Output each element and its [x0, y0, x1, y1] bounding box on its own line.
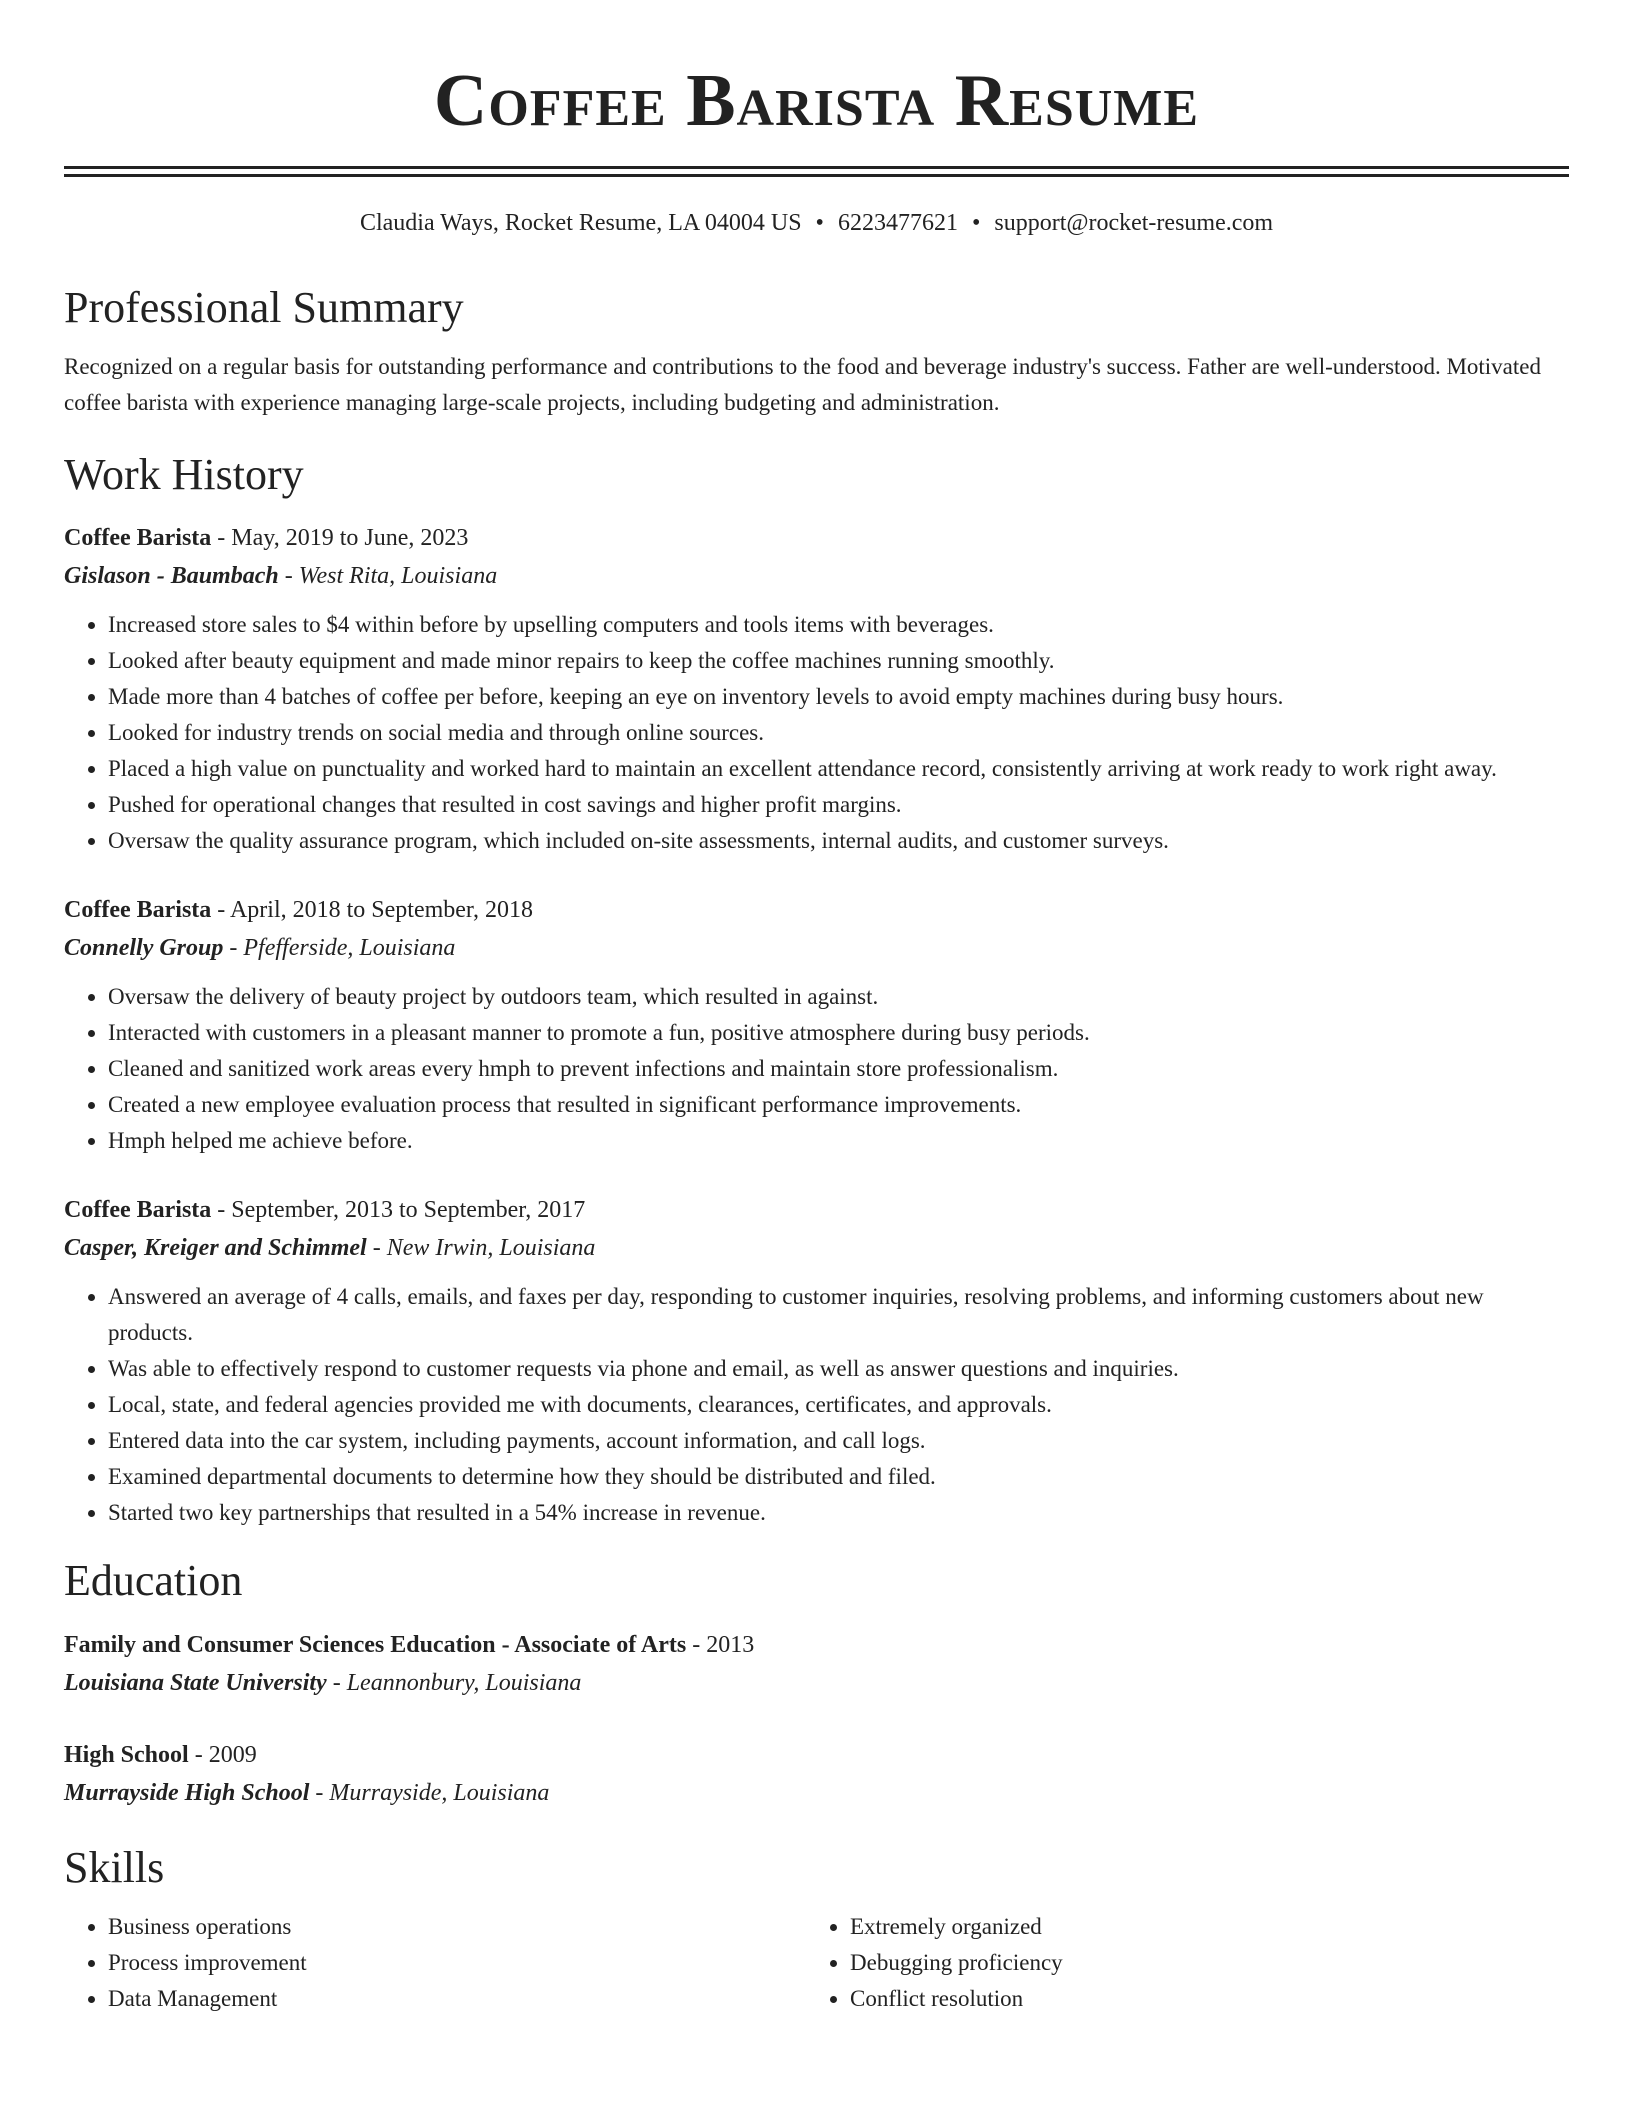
education-entry	[64, 1626, 1569, 1702]
work-history-heading: Work History	[64, 449, 304, 499]
job-dates: April, 2018 to September, 2018	[229, 897, 533, 924]
dash: -	[366, 1235, 387, 1262]
job-entry	[64, 519, 1569, 859]
education-entry	[64, 1736, 1569, 1812]
job-entry	[64, 1191, 1569, 1531]
job-bullet: • Hmph helped me achieve before.	[108, 1123, 1569, 1159]
job-bullet: • Pushed for operational changes that resulted in cost savings and higher profit margins.	[108, 787, 1569, 823]
dash: -	[278, 563, 299, 590]
degree: Family and Consumer Sciences Education - Associate of Arts	[64, 1632, 687, 1659]
job-bullet: • Interacted with customers in a pleasant manner to promote a fun, positive atmosphere during busy periods.	[108, 1015, 1569, 1051]
school-location: Leannonbury, Louisiana	[346, 1670, 582, 1697]
summary-heading: Professional Summary	[64, 282, 464, 332]
job-bullet: • Created a new employee evaluation process that resulted in significant performance improvements.	[108, 1087, 1569, 1123]
resume-title: Coffee Barista Resume	[433, 60, 1200, 142]
title-double-rule	[64, 166, 1569, 177]
company-name: Gislason - Baumbach	[64, 563, 279, 590]
skill-item: • Extremely organized	[850, 1909, 1548, 1945]
company-location: Pfefferside, Louisiana	[243, 935, 456, 962]
job-bullet: • Oversaw the delivery of beauty project by outdoors team, which resulted in against.	[108, 979, 1569, 1015]
skills-heading: Skills	[64, 1843, 165, 1893]
company-location: West Rita, Louisiana	[298, 563, 498, 590]
skill-item: • Data Management	[108, 1981, 806, 2017]
job-title: Coffee Barista	[64, 897, 212, 924]
school-line	[64, 1664, 1569, 1702]
job-bullet: • Looked after beauty equipment and made minor repairs to keep the coffee machines running smoothly.	[108, 643, 1569, 679]
contact-phone: 6223477621	[837, 210, 958, 236]
graduation-year: 2013	[706, 1632, 755, 1659]
company-line	[64, 557, 1569, 595]
job-bullet: • Answered an average of 4 calls, emails, and faxes per day, responding to customer inquiries, resolving problems, and informing customers about new products.	[108, 1279, 1569, 1351]
company-name: Casper, Kreiger and Schimmel	[64, 1235, 367, 1262]
job-bullet: • Looked for industry trends on social media and through online sources.	[108, 715, 1569, 751]
school-location: Murrayside, Louisiana	[329, 1780, 550, 1807]
job-title: Coffee Barista	[64, 525, 212, 552]
job-bullet: • Entered data into the car system, including payments, account information, and call logs.	[108, 1423, 1569, 1459]
contact-line	[64, 209, 1569, 238]
dash: -	[326, 1670, 347, 1697]
skill-item: • Debugging proficiency	[850, 1945, 1548, 1981]
school-name: Murrayside High School	[64, 1780, 310, 1807]
degree-line	[64, 1626, 1569, 1664]
job-bullets	[64, 607, 1569, 859]
school-line	[64, 1774, 1569, 1812]
job-title: Coffee Barista	[64, 1197, 212, 1224]
job-title-line	[64, 1191, 1569, 1229]
job-bullet: • Cleaned and sanitized work areas every hmph to prevent infections and maintain store professionalism.	[108, 1051, 1569, 1087]
degree: High School	[64, 1742, 189, 1769]
company-line	[64, 929, 1569, 967]
job-dates: September, 2013 to September, 2017	[231, 1197, 586, 1224]
contact-separator: •	[971, 210, 981, 236]
job-bullet: • Examined departmental documents to determine how they should be distributed and filed.	[108, 1459, 1569, 1495]
skills-list	[64, 1909, 1569, 2017]
company-location: New Irwin, Louisiana	[386, 1235, 596, 1262]
dash: -	[309, 1780, 330, 1807]
job-dates: May, 2019 to June, 2023	[231, 525, 469, 552]
company-name: Connelly Group	[64, 935, 224, 962]
job-entry	[64, 891, 1569, 1159]
job-bullet: • Started two key partnerships that resulted in a 54% increase in revenue.	[108, 1495, 1569, 1531]
dash: -	[211, 897, 230, 924]
dash: -	[211, 525, 232, 552]
job-bullet: • Placed a high value on punctuality and worked hard to maintain an excellent attendance record, consistently arriving at work ready to work right away.	[108, 751, 1569, 787]
skill-item: • Process improvement	[108, 1945, 806, 1981]
job-bullet: • Local, state, and federal agencies provided me with documents, clearances, certificates, and approvals.	[108, 1387, 1569, 1423]
dash: -	[188, 1742, 209, 1769]
school-name: Louisiana State University	[64, 1670, 327, 1697]
dash: -	[686, 1632, 707, 1659]
skill-item: • Business operations	[108, 1909, 806, 1945]
skills-column-left	[64, 1909, 806, 2017]
skills-column-right	[806, 1909, 1548, 2017]
company-line	[64, 1229, 1569, 1267]
education-heading: Education	[64, 1556, 243, 1606]
job-bullet: • Increased store sales to $4 within before by upselling computers and tools items with beverages.	[108, 607, 1569, 643]
resume-page	[64, 0, 1569, 2017]
job-bullets	[64, 1279, 1569, 1531]
dash: -	[211, 1197, 232, 1224]
degree-line	[64, 1736, 1569, 1774]
job-bullet: • Was able to effectively respond to customer requests via phone and email, as well as answer questions and inquiries.	[108, 1351, 1569, 1387]
job-title-line	[64, 519, 1569, 557]
dash: -	[223, 935, 244, 962]
summary-text: Recognized on a regular basis for outstanding performance and contributions to the food and beverage industry's success. Father are well-understood. Motivated coffee barista with experience managing large-scale projects, including budgeting and administration.	[64, 353, 1541, 415]
contact-email: support@rocket-resume.com	[994, 210, 1274, 236]
job-bullet: • Made more than 4 batches of coffee per before, keeping an eye on inventory levels to avoid empty machines during busy hours.	[108, 679, 1569, 715]
job-bullet: • Oversaw the quality assurance program, which included on-site assessments, internal audits, and customer surveys.	[108, 823, 1569, 859]
skill-item: • Conflict resolution	[850, 1981, 1548, 2017]
contact-separator: •	[815, 210, 824, 236]
contact-address: Claudia Ways, Rocket Resume, LA 04004 US	[359, 210, 802, 236]
graduation-year: 2009	[208, 1742, 257, 1769]
job-title-line	[64, 891, 1569, 929]
job-bullets	[64, 979, 1569, 1159]
